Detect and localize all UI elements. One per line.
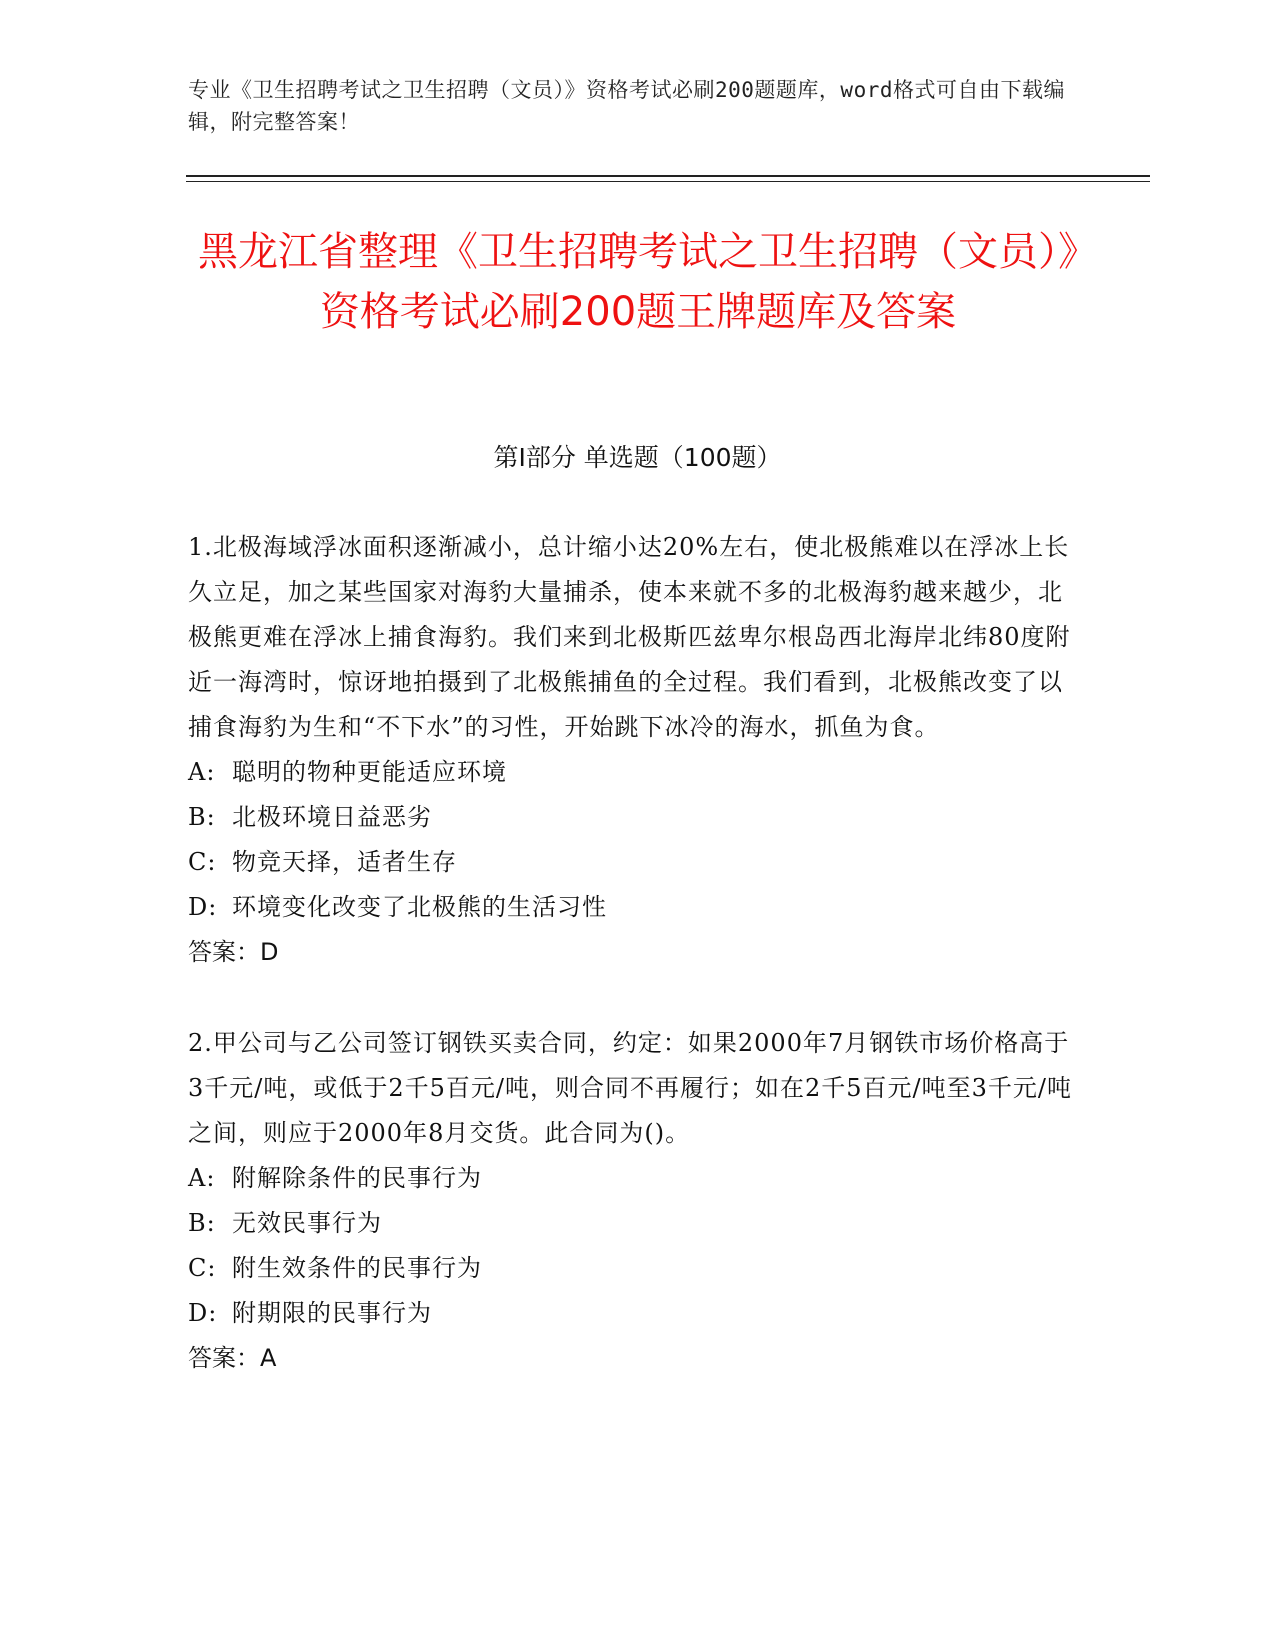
- option-text: 物竞天择，适者生存: [232, 848, 457, 876]
- option-text: 附生效条件的民事行为: [232, 1254, 482, 1282]
- option-d: [188, 1291, 1083, 1336]
- header-rule-thick: [186, 175, 1150, 177]
- question-stem: 2.甲公司与乙公司签订钢铁买卖合同，约定：如果2000年7月钢铁市场价格高于3千元/吨，或低于2千5百元/吨，则合同不再履行；如在2千5百元/吨至3千元/吨之间，则应于2000年8月交货。此合同为()。: [188, 1029, 1072, 1147]
- option-b: [188, 795, 1083, 840]
- header-note: 专业《卫生招聘考试之卫生招聘（文员）》资格考试必刷200题题库，word格式可自由下载编辑，附完整答案！: [188, 78, 1065, 134]
- answer-line: [188, 930, 1083, 975]
- option-a: [188, 750, 1083, 795]
- header-rule-thin: [186, 181, 1150, 182]
- option-text: 北极环境日益恶劣: [232, 803, 432, 831]
- question-stem: 1.北极海域浮冰面积逐渐减小，总计缩小达20%左右，使北极熊难以在浮冰上长久立足，加之某些国家对海豹大量捕杀，使本来就不多的北极海豹越来越少，北极熊更难在浮冰上捕食海豹。我们来到北极斯匹兹卑尔根岛西北海岸北纬80度附近一海湾时，惊讶地拍摄到了北极熊捕鱼的全过程。我们看到，北极熊改变了以捕食海豹为生和“不下水”的习性，开始跳下冰冷的海水，抓鱼为食。: [188, 533, 1071, 741]
- option-letter: D:: [188, 893, 218, 921]
- document-title: 黑龙江省整理《卫生招聘考试之卫生招聘（文员）》资格考试必刷200题王牌题库及答案: [198, 229, 1078, 335]
- option-letter: D:: [188, 1299, 218, 1327]
- option-letter: C:: [188, 1254, 217, 1282]
- answer-value: D: [260, 938, 279, 966]
- option-text: 附解除条件的民事行为: [232, 1164, 482, 1192]
- option-d: [188, 885, 1083, 930]
- question-list: [188, 525, 1083, 1427]
- option-a: [188, 1156, 1083, 1201]
- option-text: 附期限的民事行为: [232, 1299, 432, 1327]
- option-text: 无效民事行为: [232, 1209, 382, 1237]
- answer-line: [188, 1336, 1083, 1381]
- option-text: 环境变化改变了北极熊的生活习性: [232, 893, 607, 921]
- option-text: 聪明的物种更能适应环境: [232, 758, 507, 786]
- answer-value: A: [260, 1344, 277, 1372]
- section-heading: 第I部分 单选题（100题）: [493, 443, 782, 472]
- option-letter: B:: [188, 803, 216, 831]
- answer-prefix: 答案：: [188, 1344, 260, 1372]
- option-c: [188, 840, 1083, 885]
- option-b: [188, 1201, 1083, 1246]
- answer-prefix: 答案：: [188, 938, 260, 966]
- option-letter: A:: [188, 758, 216, 786]
- question-1: [188, 525, 1083, 975]
- option-c: [188, 1246, 1083, 1291]
- option-letter: A:: [188, 1164, 216, 1192]
- question-2: [188, 1021, 1083, 1381]
- option-letter: C:: [188, 848, 217, 876]
- option-letter: B:: [188, 1209, 216, 1237]
